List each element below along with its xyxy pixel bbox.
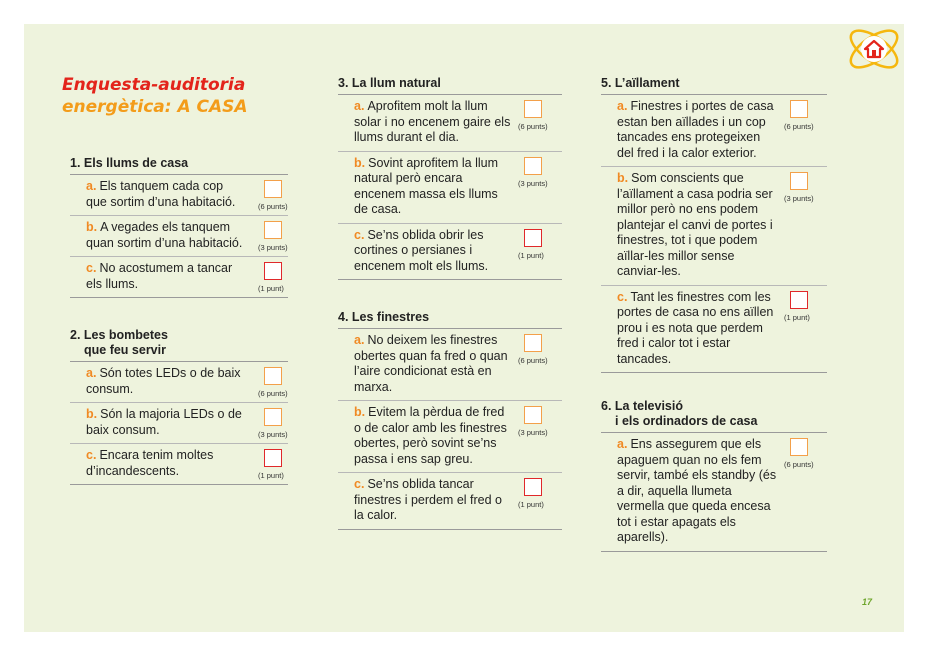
option-row: [601, 433, 827, 552]
points-label: (3 punts): [258, 243, 288, 252]
option-row: [70, 403, 288, 444]
section-llum-natural: [338, 76, 562, 280]
answer-checkbox[interactable]: [524, 100, 542, 118]
section-heading: [70, 156, 288, 175]
section-heading: [338, 310, 562, 329]
option-row: [70, 216, 288, 257]
house-atom-icon: [843, 18, 905, 80]
points-label: (6 punts): [518, 356, 548, 365]
section-heading: [601, 76, 827, 95]
section-heading-line: 6. La televisió: [601, 399, 683, 413]
option-label: Encara tenim moltes d’incandescents.: [86, 448, 214, 478]
answer-checkbox[interactable]: [790, 291, 808, 309]
points-label: (1 punt): [258, 471, 284, 480]
points-label: (3 punts): [784, 194, 814, 203]
points-label: (6 punts): [784, 460, 814, 469]
section-heading-line: i els ordinadors de casa: [615, 414, 758, 428]
option-text: [354, 405, 514, 467]
section-televisio: [601, 399, 827, 552]
option-letter: b.: [617, 171, 629, 185]
answer-checkbox[interactable]: [524, 334, 542, 352]
option-label: Evitem la pèrdua de fred o de calor amb les finestres obertes, però sovint se’ns passa i ens sap greu.: [354, 405, 507, 466]
points-label: (1 punt): [518, 500, 544, 509]
option-letter: a.: [617, 437, 628, 451]
points-label: (1 punt): [258, 284, 284, 293]
option-text: [86, 407, 244, 438]
option-letter: b.: [354, 405, 366, 419]
page-title: [62, 74, 302, 118]
option-label: Se’ns oblida obrir les cortines o persianes i encenem molt els llums.: [354, 227, 489, 273]
option-label: Són la majoria LEDs o de baix consum.: [86, 407, 242, 437]
option-label: No acostumem a tancar els llums.: [86, 261, 233, 291]
option-label: Són totes LEDs o de baix consum.: [86, 366, 241, 396]
option-text: [354, 99, 514, 146]
answer-checkbox[interactable]: [264, 449, 282, 467]
points-label: (3 punts): [518, 428, 548, 437]
page-number: 17: [862, 597, 873, 607]
option-label: Sovint aprofitem la llum natural però encara encenem massa els llums de casa.: [354, 155, 499, 216]
answer-checkbox[interactable]: [264, 408, 282, 426]
option-row: [70, 444, 288, 485]
option-text: [354, 228, 514, 275]
option-row: [338, 95, 562, 152]
points-label: (6 punts): [518, 122, 548, 131]
answer-checkbox[interactable]: [790, 100, 808, 118]
option-label: Els tanquem cada cop que sortim d’una habitació.: [86, 179, 236, 209]
option-row: [70, 175, 288, 216]
option-text: [86, 261, 244, 292]
option-label: Ens assegurem que els apaguem quan no els fem servir, també els standby (és a dir, aquella llumeta vermella que queda encesa tot i estar apagats els aparells).: [617, 437, 777, 544]
option-letter: c.: [354, 227, 365, 242]
option-row: [338, 473, 562, 530]
points-label: (3 punts): [518, 178, 548, 188]
option-row: [70, 257, 288, 298]
answer-checkbox[interactable]: [524, 478, 542, 496]
section-llums: [70, 156, 288, 298]
option-letter: b.: [86, 407, 98, 421]
section-heading-line: 4. Les finestres: [338, 310, 430, 324]
option-label: Finestres i portes de casa estan ben aïllades i un cop tancades ens protegeixen del fred i la calor exterior.: [617, 99, 774, 160]
points-label: (6 punts): [258, 202, 288, 211]
section-heading: [601, 399, 827, 433]
answer-checkbox[interactable]: [524, 406, 542, 424]
option-text: [617, 99, 779, 161]
option-text: [354, 477, 514, 524]
option-row: [601, 95, 827, 167]
section-heading-line: que feu servir: [84, 343, 166, 357]
answer-checkbox[interactable]: [524, 157, 542, 175]
option-letter: a.: [354, 333, 365, 347]
option-row: [70, 362, 288, 403]
option-letter: a.: [86, 366, 97, 380]
column-2: [338, 76, 562, 530]
option-letter: c.: [86, 448, 97, 462]
section-heading-line: 3. La llum natural: [338, 76, 441, 90]
option-text: [86, 448, 244, 479]
option-text: [86, 366, 244, 397]
option-label: Som conscients que l’aïllament a casa podria ser millor però no ens podem plantejar el canvi de portes i finestres, tot i que podem aïllar-les millor sense canviar-les.: [617, 171, 773, 278]
option-text: [354, 333, 514, 395]
option-text: [617, 171, 779, 280]
option-row: [338, 152, 562, 224]
column-3: [601, 76, 827, 552]
section-heading: [338, 76, 562, 95]
option-label: No deixem les finestres obertes quan fa fred o quan l’aire condicionat està en marxa.: [354, 333, 508, 394]
option-label: Tant les finestres com les portes de casa no ens aïllen prou i es nota que perdem fred i calor tot i estar tancades.: [617, 289, 774, 366]
option-text: [617, 290, 779, 368]
title-line-2: energètica: A CASA: [62, 97, 248, 117]
option-letter: b.: [86, 220, 98, 234]
option-letter: a.: [617, 99, 628, 113]
option-letter: a.: [354, 99, 365, 113]
option-row: [601, 286, 827, 374]
option-letter: b.: [354, 155, 366, 170]
option-letter: c.: [617, 289, 628, 304]
answer-checkbox[interactable]: [264, 262, 282, 280]
option-row: [601, 167, 827, 286]
option-letter: c.: [354, 477, 365, 491]
option-row: [338, 224, 562, 281]
section-heading-line: 2. Les bombetes: [70, 328, 168, 342]
section-finestres: [338, 310, 562, 530]
column-1: [70, 156, 288, 485]
points-label: (6 punts): [258, 389, 288, 398]
section-heading-line: 1. Els llums de casa: [70, 156, 189, 170]
option-label: Aprofitem molt la llum solar i no encenem gaire els llums durant el dia.: [354, 99, 511, 144]
option-row: [338, 401, 562, 473]
answer-checkbox[interactable]: [790, 438, 808, 456]
option-letter: c.: [86, 261, 97, 275]
answer-checkbox[interactable]: [264, 367, 282, 385]
points-label: (1 punt): [784, 312, 810, 322]
option-label: A vegades els tanquem quan sortim d’una habitació.: [86, 220, 243, 250]
points-label: (6 punts): [784, 122, 814, 131]
option-row: [338, 329, 562, 401]
option-text: [354, 156, 514, 218]
section-heading: [70, 328, 288, 362]
answer-checkbox[interactable]: [790, 172, 808, 190]
option-letter: a.: [86, 179, 97, 193]
option-label: Se’ns oblida tancar finestres i perdem el fred o la calor.: [354, 477, 502, 522]
section-aillament: [601, 76, 827, 373]
option-text: [617, 437, 779, 546]
points-label: (1 punt): [518, 250, 544, 260]
section-heading-line: 5. L’aïllament: [601, 76, 680, 90]
answer-checkbox[interactable]: [524, 229, 542, 247]
points-label: (3 punts): [258, 430, 288, 439]
option-text: [86, 220, 244, 251]
answer-checkbox[interactable]: [264, 221, 282, 239]
title-line-1: Enquesta-auditoria: [62, 75, 246, 95]
answer-checkbox[interactable]: [264, 180, 282, 198]
option-text: [86, 179, 244, 210]
section-bombetes: [70, 328, 288, 485]
